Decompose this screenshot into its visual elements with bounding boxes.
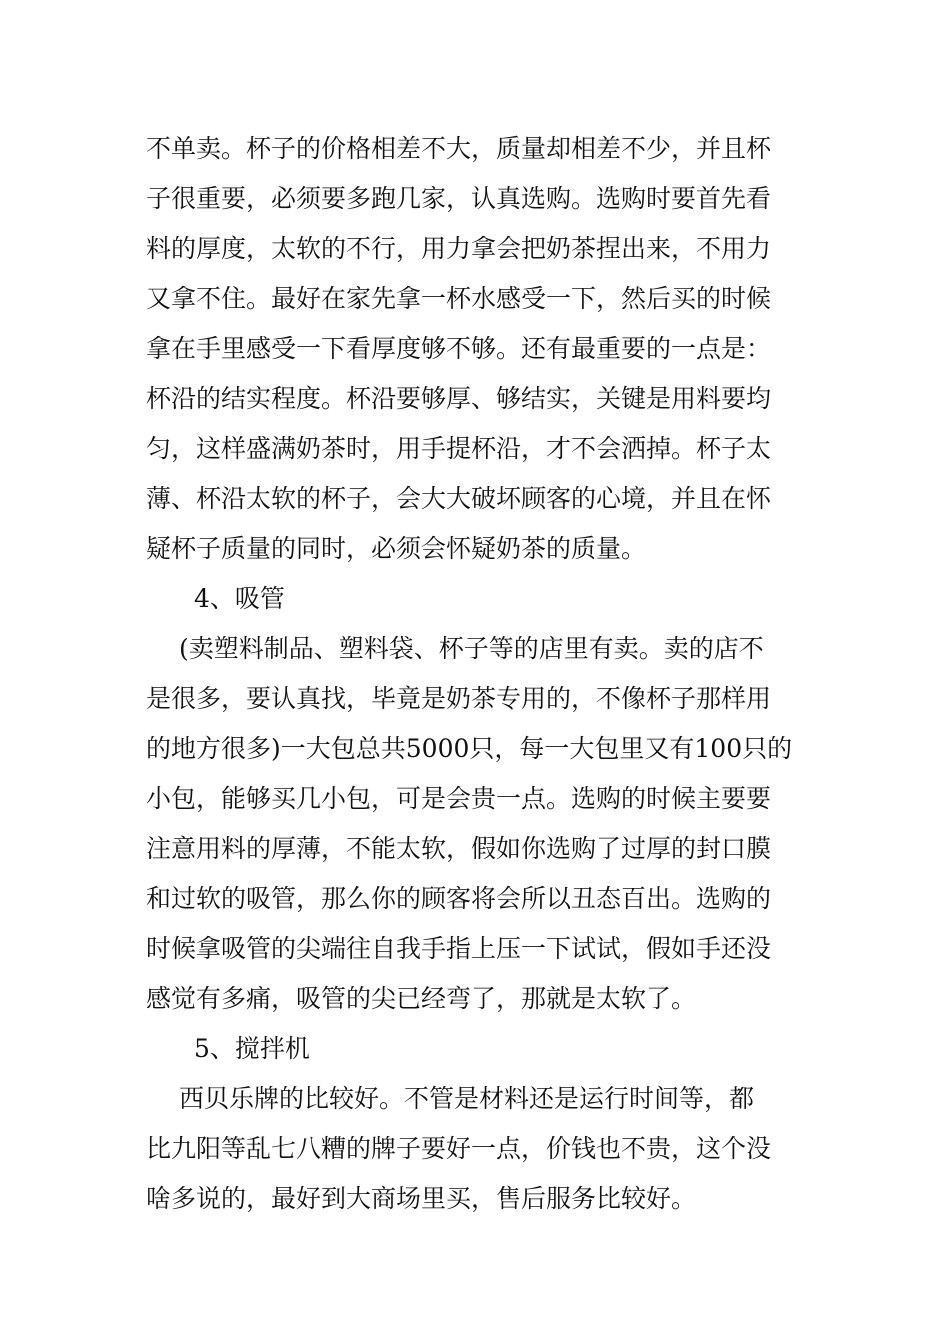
body-line: 不单卖。杯子的价格相差不大，质量却相差不少，并且杯 bbox=[146, 134, 772, 163]
body-line: 感觉有多痛，吸管的尖已经弯了，那就是太软了。 bbox=[146, 984, 697, 1013]
body-line: 的地方很多)一大包总共5000只，每一大包里又有100只的 bbox=[146, 734, 793, 763]
document-body bbox=[146, 124, 806, 1224]
body-line: 拿在手里感受一下看厚度够不够。还有最重要的一点是： bbox=[146, 334, 772, 363]
body-line: 注意用料的厚薄，不能太软，假如你选购了过厚的封口膜 bbox=[146, 834, 772, 863]
body-line: 啥多说的，最好到大商场里买，售后服务比较好。 bbox=[146, 1184, 697, 1213]
section-heading-straw: 4、吸管 bbox=[194, 584, 285, 613]
body-line: 小包，能够买几小包，可是会贵一点。选购的时候主要要 bbox=[146, 784, 772, 813]
body-line: 杯沿的结实程度。杯沿要够厚、够结实，关键是用料要均 bbox=[146, 384, 772, 413]
body-line: 匀，这样盛满奶茶时，用手提杯沿，才不会洒掉。杯子太 bbox=[146, 434, 772, 463]
body-line: 是很多，要认真找，毕竟是奶茶专用的，不像杯子那样用 bbox=[146, 684, 772, 713]
body-line: 比九阳等乱七八糟的牌子要好一点，价钱也不贵，这个没 bbox=[146, 1134, 772, 1163]
body-line: 子很重要，必须要多跑几家，认真选购。选购时要首先看 bbox=[146, 184, 772, 213]
body-line: 料的厚度，太软的不行，用力拿会把奶茶捏出来，不用力 bbox=[146, 234, 772, 263]
body-line: 和过软的吸管，那么你的顾客将会所以丑态百出。选购的 bbox=[146, 884, 772, 913]
body-line: 时候拿吸管的尖端往自我手指上压一下试试，假如手还没 bbox=[146, 934, 772, 963]
body-line: (卖塑料制品、塑料袋、杯子等的店里有卖。卖的店不 bbox=[179, 634, 764, 663]
body-line: 又拿不住。最好在家先拿一杯水感受一下，然后买的时候 bbox=[146, 284, 772, 313]
body-line: 西贝乐牌的比较好。不管是材料还是运行时间等，都 bbox=[179, 1084, 755, 1113]
body-line: 疑杯子质量的同时，必须会怀疑奶茶的质量。 bbox=[146, 534, 647, 563]
body-line: 薄、杯沿太软的杯子，会大大破坏顾客的心境，并且在怀 bbox=[146, 484, 772, 513]
section-heading-blender: 5、搅拌机 bbox=[194, 1034, 310, 1063]
